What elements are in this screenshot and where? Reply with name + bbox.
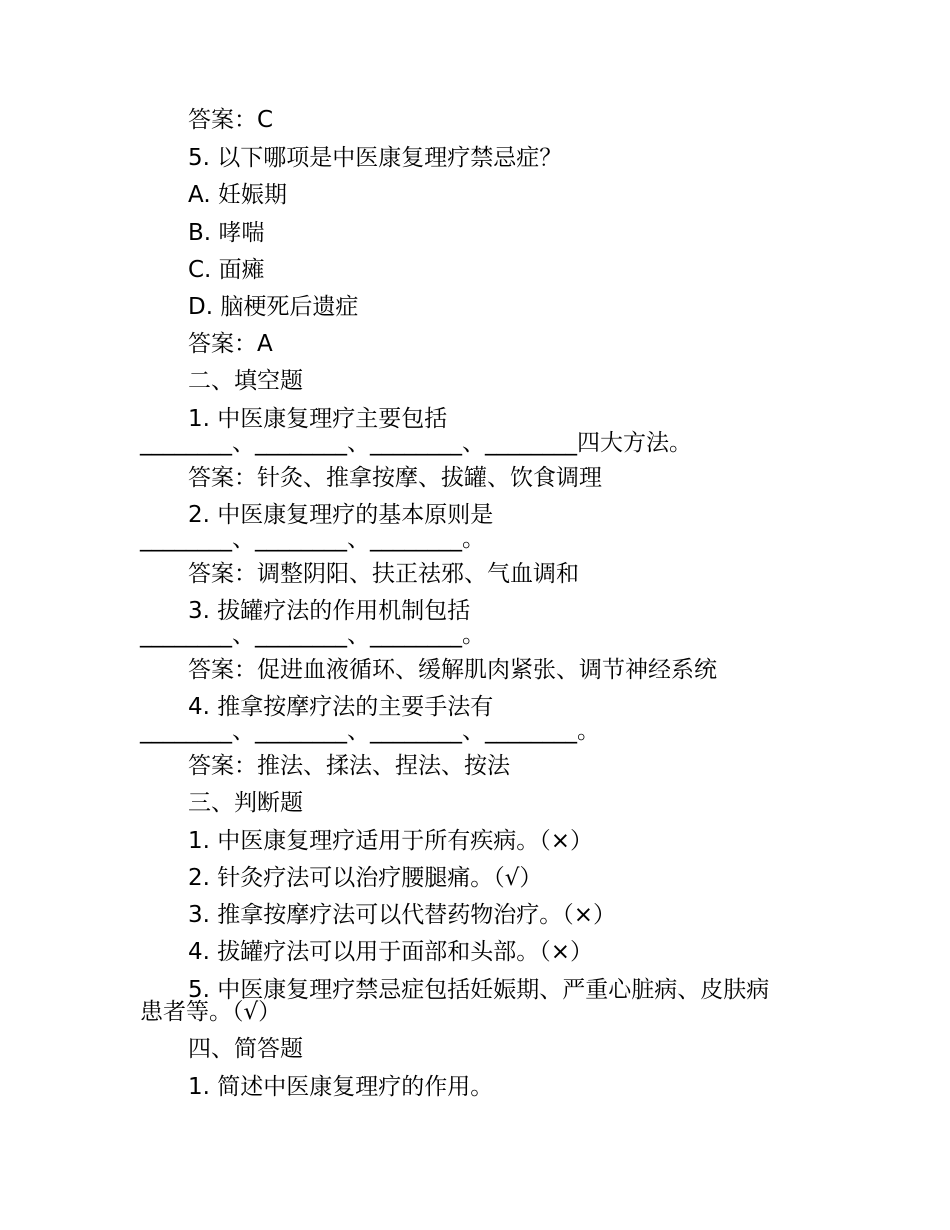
option-line: A. 妊娠期 (188, 182, 287, 208)
judgement-line: 2. 针灸疗法可以治疗腰腿痛。（√） (188, 865, 543, 891)
answer-line: 答案：A (188, 331, 273, 357)
blank-line: ________、________、________。 (140, 526, 485, 552)
option-line: C. 面瘫 (188, 257, 265, 283)
question-line: 4. 推拿按摩疗法的主要手法有 (188, 694, 494, 720)
question-line: 5. 以下哪项是中医康复理疗禁忌症？ (188, 145, 563, 171)
section-heading: 三、判断题 (188, 790, 303, 816)
answer-line: 答案：C (188, 107, 274, 133)
question-line: 2. 中医康复理疗的基本原则是 (188, 502, 494, 528)
blank-line: ________、________、________、________四大方法。 (140, 430, 692, 456)
option-line: B. 哮喘 (188, 220, 265, 246)
blank-line: ________、________、________、________。 (140, 718, 600, 744)
answer-line: 答案：针灸、推拿按摩、拔罐、饮食调理 (188, 465, 602, 491)
judgement-line: 5. 中医康复理疗禁忌症包括妊娠期、严重心脏病、皮肤病 (188, 977, 770, 1003)
question-line: 1. 简述中医康复理疗的作用。 (188, 1074, 494, 1100)
section-heading: 四、简答题 (188, 1036, 303, 1062)
answer-line: 答案：推法、揉法、捏法、按法 (188, 753, 510, 779)
question-line: 1. 中医康复理疗主要包括 (188, 406, 448, 432)
question-line: 3. 拔罐疗法的作用机制包括 (188, 598, 471, 624)
judgement-line: 1. 中医康复理疗适用于所有疾病。（×） (188, 828, 594, 854)
answer-line: 答案：调整阴阳、扶正祛邪、气血调和 (188, 561, 579, 587)
answer-line: 答案：促进血液循环、缓解肌肉紧张、调节神经系统 (188, 657, 717, 683)
blank-line: ________、________、________。 (140, 622, 485, 648)
judgement-line: 4. 拔罐疗法可以用于面部和头部。（×） (188, 939, 594, 965)
judgement-line-continued: 患者等。（√） (140, 999, 282, 1025)
judgement-line: 3. 推拿按摩疗法可以代替药物治疗。（×） (188, 902, 617, 928)
option-line: D. 脑梗死后遗症 (188, 294, 359, 320)
section-heading: 二、填空题 (188, 368, 303, 394)
